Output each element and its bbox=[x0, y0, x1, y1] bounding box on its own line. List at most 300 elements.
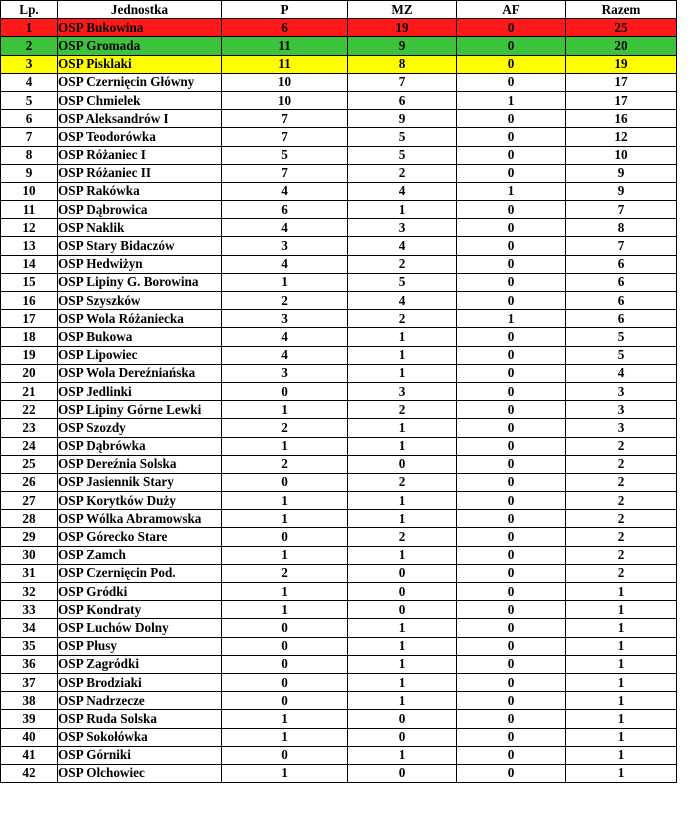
cell-p: 11 bbox=[222, 37, 348, 55]
cell-razem: 9 bbox=[566, 164, 677, 182]
cell-name: OSP Lipiny Górne Lewki bbox=[58, 401, 222, 419]
cell-mz: 0 bbox=[348, 564, 457, 582]
cell-name: OSP Czernięcin Pod. bbox=[58, 564, 222, 582]
table-row bbox=[1, 364, 677, 382]
cell-razem: 2 bbox=[566, 564, 677, 582]
cell-name: OSP Gródki bbox=[58, 583, 222, 601]
cell-mz: 2 bbox=[348, 473, 457, 491]
cell-lp: 38 bbox=[1, 692, 58, 710]
table-row bbox=[1, 19, 677, 37]
cell-p: 0 bbox=[222, 382, 348, 400]
cell-p: 2 bbox=[222, 292, 348, 310]
cell-p: 3 bbox=[222, 364, 348, 382]
cell-af: 0 bbox=[457, 164, 566, 182]
cell-name: OSP Szyszków bbox=[58, 292, 222, 310]
cell-lp: 20 bbox=[1, 364, 58, 382]
cell-af: 0 bbox=[457, 292, 566, 310]
cell-af: 0 bbox=[457, 619, 566, 637]
cell-af: 1 bbox=[457, 91, 566, 109]
cell-mz: 0 bbox=[348, 601, 457, 619]
header-mz: MZ bbox=[348, 1, 457, 19]
table-row bbox=[1, 328, 677, 346]
cell-p: 0 bbox=[222, 692, 348, 710]
cell-razem: 16 bbox=[566, 110, 677, 128]
cell-p: 0 bbox=[222, 637, 348, 655]
header-name: Jednostka bbox=[58, 1, 222, 19]
cell-p: 11 bbox=[222, 55, 348, 73]
cell-af: 0 bbox=[457, 546, 566, 564]
cell-lp: 12 bbox=[1, 219, 58, 237]
cell-af: 0 bbox=[457, 692, 566, 710]
cell-p: 1 bbox=[222, 510, 348, 528]
cell-p: 2 bbox=[222, 455, 348, 473]
cell-name: OSP Szozdy bbox=[58, 419, 222, 437]
table-row bbox=[1, 746, 677, 764]
cell-name: OSP Teodorówka bbox=[58, 128, 222, 146]
cell-lp: 42 bbox=[1, 764, 58, 782]
cell-af: 0 bbox=[457, 492, 566, 510]
header-p: P bbox=[222, 1, 348, 19]
cell-razem: 2 bbox=[566, 528, 677, 546]
cell-razem: 1 bbox=[566, 746, 677, 764]
cell-p: 3 bbox=[222, 310, 348, 328]
cell-lp: 18 bbox=[1, 328, 58, 346]
cell-lp: 7 bbox=[1, 128, 58, 146]
cell-lp: 19 bbox=[1, 346, 58, 364]
cell-mz: 3 bbox=[348, 219, 457, 237]
cell-name: OSP Jedlinki bbox=[58, 382, 222, 400]
cell-lp: 24 bbox=[1, 437, 58, 455]
cell-af: 0 bbox=[457, 73, 566, 91]
cell-mz: 1 bbox=[348, 619, 457, 637]
cell-af: 0 bbox=[457, 510, 566, 528]
table-row bbox=[1, 128, 677, 146]
cell-mz: 5 bbox=[348, 273, 457, 291]
table-header bbox=[1, 1, 677, 19]
cell-af: 0 bbox=[457, 19, 566, 37]
cell-p: 0 bbox=[222, 528, 348, 546]
table-row bbox=[1, 237, 677, 255]
table-row bbox=[1, 201, 677, 219]
cell-lp: 14 bbox=[1, 255, 58, 273]
cell-af: 0 bbox=[457, 201, 566, 219]
cell-af: 1 bbox=[457, 310, 566, 328]
cell-af: 0 bbox=[457, 273, 566, 291]
cell-razem: 2 bbox=[566, 492, 677, 510]
cell-af: 0 bbox=[457, 728, 566, 746]
cell-mz: 2 bbox=[348, 310, 457, 328]
cell-razem: 1 bbox=[566, 655, 677, 673]
cell-name: OSP Nadrzecze bbox=[58, 692, 222, 710]
cell-razem: 2 bbox=[566, 455, 677, 473]
cell-p: 0 bbox=[222, 655, 348, 673]
cell-name: OSP Różaniec II bbox=[58, 164, 222, 182]
cell-af: 0 bbox=[457, 382, 566, 400]
cell-af: 0 bbox=[457, 55, 566, 73]
cell-mz: 9 bbox=[348, 110, 457, 128]
cell-name: OSP Pisklaki bbox=[58, 55, 222, 73]
cell-af: 0 bbox=[457, 583, 566, 601]
cell-name: OSP Dereźnia Solska bbox=[58, 455, 222, 473]
cell-lp: 13 bbox=[1, 237, 58, 255]
table-row bbox=[1, 401, 677, 419]
cell-lp: 3 bbox=[1, 55, 58, 73]
cell-af: 0 bbox=[457, 437, 566, 455]
cell-lp: 28 bbox=[1, 510, 58, 528]
table-row bbox=[1, 164, 677, 182]
cell-af: 0 bbox=[457, 764, 566, 782]
cell-af: 0 bbox=[457, 110, 566, 128]
table-row bbox=[1, 346, 677, 364]
table-row bbox=[1, 673, 677, 691]
cell-razem: 1 bbox=[566, 728, 677, 746]
cell-name: OSP Jasiennik Stary bbox=[58, 473, 222, 491]
cell-af: 0 bbox=[457, 473, 566, 491]
cell-razem: 5 bbox=[566, 328, 677, 346]
cell-name: OSP Różaniec I bbox=[58, 146, 222, 164]
cell-name: OSP Dąbrowica bbox=[58, 201, 222, 219]
table-body bbox=[1, 19, 677, 783]
cell-name: OSP Kondraty bbox=[58, 601, 222, 619]
cell-lp: 15 bbox=[1, 273, 58, 291]
cell-razem: 1 bbox=[566, 619, 677, 637]
cell-lp: 4 bbox=[1, 73, 58, 91]
cell-p: 0 bbox=[222, 619, 348, 637]
table-row bbox=[1, 528, 677, 546]
cell-mz: 1 bbox=[348, 655, 457, 673]
cell-mz: 1 bbox=[348, 492, 457, 510]
cell-razem: 2 bbox=[566, 473, 677, 491]
cell-name: OSP Gromada bbox=[58, 37, 222, 55]
cell-p: 1 bbox=[222, 492, 348, 510]
cell-mz: 0 bbox=[348, 728, 457, 746]
cell-razem: 7 bbox=[566, 237, 677, 255]
cell-p: 1 bbox=[222, 401, 348, 419]
cell-name: OSP Górniki bbox=[58, 746, 222, 764]
cell-mz: 1 bbox=[348, 746, 457, 764]
cell-razem: 6 bbox=[566, 292, 677, 310]
cell-af: 0 bbox=[457, 128, 566, 146]
cell-name: OSP Brodziaki bbox=[58, 673, 222, 691]
table-row bbox=[1, 564, 677, 582]
cell-mz: 1 bbox=[348, 673, 457, 691]
cell-name: OSP Luchów Dolny bbox=[58, 619, 222, 637]
table-row bbox=[1, 473, 677, 491]
table-row bbox=[1, 655, 677, 673]
table-row bbox=[1, 764, 677, 782]
cell-mz: 1 bbox=[348, 419, 457, 437]
cell-mz: 1 bbox=[348, 510, 457, 528]
table-row bbox=[1, 73, 677, 91]
table-row bbox=[1, 110, 677, 128]
cell-razem: 25 bbox=[566, 19, 677, 37]
cell-mz: 1 bbox=[348, 328, 457, 346]
cell-razem: 10 bbox=[566, 146, 677, 164]
table-row bbox=[1, 583, 677, 601]
cell-af: 0 bbox=[457, 455, 566, 473]
table-row bbox=[1, 455, 677, 473]
cell-p: 6 bbox=[222, 19, 348, 37]
table-row bbox=[1, 510, 677, 528]
cell-razem: 6 bbox=[566, 273, 677, 291]
cell-name: OSP Wola Dereźniańska bbox=[58, 364, 222, 382]
cell-af: 0 bbox=[457, 528, 566, 546]
cell-mz: 0 bbox=[348, 764, 457, 782]
cell-lp: 26 bbox=[1, 473, 58, 491]
header-razem: Razem bbox=[566, 1, 677, 19]
cell-p: 7 bbox=[222, 110, 348, 128]
table-row bbox=[1, 55, 677, 73]
cell-p: 1 bbox=[222, 583, 348, 601]
cell-mz: 19 bbox=[348, 19, 457, 37]
cell-mz: 1 bbox=[348, 437, 457, 455]
cell-name: OSP Płusy bbox=[58, 637, 222, 655]
cell-razem: 2 bbox=[566, 546, 677, 564]
table-row bbox=[1, 182, 677, 200]
cell-razem: 1 bbox=[566, 583, 677, 601]
header-row bbox=[1, 1, 677, 19]
cell-lp: 40 bbox=[1, 728, 58, 746]
cell-lp: 9 bbox=[1, 164, 58, 182]
table-row bbox=[1, 637, 677, 655]
cell-mz: 0 bbox=[348, 710, 457, 728]
cell-p: 4 bbox=[222, 219, 348, 237]
cell-af: 0 bbox=[457, 401, 566, 419]
cell-name: OSP Wola Różaniecka bbox=[58, 310, 222, 328]
cell-mz: 2 bbox=[348, 164, 457, 182]
cell-mz: 4 bbox=[348, 182, 457, 200]
cell-name: OSP Górecko Stare bbox=[58, 528, 222, 546]
cell-razem: 1 bbox=[566, 637, 677, 655]
cell-af: 0 bbox=[457, 564, 566, 582]
cell-af: 0 bbox=[457, 37, 566, 55]
cell-mz: 1 bbox=[348, 637, 457, 655]
cell-mz: 5 bbox=[348, 128, 457, 146]
table-row bbox=[1, 546, 677, 564]
cell-razem: 3 bbox=[566, 419, 677, 437]
cell-name: OSP Bukowa bbox=[58, 328, 222, 346]
cell-lp: 6 bbox=[1, 110, 58, 128]
cell-lp: 16 bbox=[1, 292, 58, 310]
cell-lp: 31 bbox=[1, 564, 58, 582]
cell-p: 1 bbox=[222, 764, 348, 782]
cell-name: OSP Lipiny G. Borowina bbox=[58, 273, 222, 291]
cell-name: OSP Wólka Abramowska bbox=[58, 510, 222, 528]
cell-lp: 23 bbox=[1, 419, 58, 437]
cell-p: 3 bbox=[222, 237, 348, 255]
cell-mz: 0 bbox=[348, 583, 457, 601]
cell-name: OSP Chmielek bbox=[58, 91, 222, 109]
cell-mz: 6 bbox=[348, 91, 457, 109]
table-row bbox=[1, 437, 677, 455]
cell-name: OSP Hedwiżyn bbox=[58, 255, 222, 273]
cell-af: 0 bbox=[457, 673, 566, 691]
cell-lp: 17 bbox=[1, 310, 58, 328]
header-lp: Lp. bbox=[1, 1, 58, 19]
cell-name: OSP Naklik bbox=[58, 219, 222, 237]
cell-mz: 2 bbox=[348, 401, 457, 419]
cell-name: OSP Stary Bidaczów bbox=[58, 237, 222, 255]
cell-lp: 37 bbox=[1, 673, 58, 691]
cell-mz: 0 bbox=[348, 455, 457, 473]
table-row bbox=[1, 692, 677, 710]
cell-af: 0 bbox=[457, 746, 566, 764]
cell-p: 1 bbox=[222, 437, 348, 455]
cell-p: 0 bbox=[222, 746, 348, 764]
cell-p: 0 bbox=[222, 673, 348, 691]
cell-razem: 19 bbox=[566, 55, 677, 73]
table-row bbox=[1, 255, 677, 273]
cell-p: 10 bbox=[222, 91, 348, 109]
cell-lp: 8 bbox=[1, 146, 58, 164]
cell-lp: 41 bbox=[1, 746, 58, 764]
cell-lp: 1 bbox=[1, 19, 58, 37]
cell-razem: 17 bbox=[566, 91, 677, 109]
cell-p: 1 bbox=[222, 546, 348, 564]
cell-mz: 7 bbox=[348, 73, 457, 91]
cell-p: 1 bbox=[222, 601, 348, 619]
cell-name: OSP Dąbrówka bbox=[58, 437, 222, 455]
cell-lp: 21 bbox=[1, 382, 58, 400]
cell-lp: 11 bbox=[1, 201, 58, 219]
cell-lp: 33 bbox=[1, 601, 58, 619]
cell-lp: 32 bbox=[1, 583, 58, 601]
cell-razem: 7 bbox=[566, 201, 677, 219]
table-row bbox=[1, 91, 677, 109]
cell-razem: 2 bbox=[566, 510, 677, 528]
cell-lp: 34 bbox=[1, 619, 58, 637]
cell-af: 0 bbox=[457, 237, 566, 255]
table-row bbox=[1, 419, 677, 437]
cell-af: 0 bbox=[457, 328, 566, 346]
cell-af: 1 bbox=[457, 182, 566, 200]
cell-mz: 1 bbox=[348, 364, 457, 382]
cell-mz: 5 bbox=[348, 146, 457, 164]
cell-mz: 1 bbox=[348, 692, 457, 710]
cell-p: 4 bbox=[222, 346, 348, 364]
cell-razem: 4 bbox=[566, 364, 677, 382]
cell-p: 4 bbox=[222, 328, 348, 346]
cell-name: OSP Rakówka bbox=[58, 182, 222, 200]
cell-af: 0 bbox=[457, 146, 566, 164]
cell-p: 0 bbox=[222, 473, 348, 491]
cell-mz: 2 bbox=[348, 255, 457, 273]
cell-p: 1 bbox=[222, 728, 348, 746]
cell-razem: 2 bbox=[566, 437, 677, 455]
cell-lp: 2 bbox=[1, 37, 58, 55]
table-row bbox=[1, 619, 677, 637]
cell-mz: 3 bbox=[348, 382, 457, 400]
cell-razem: 20 bbox=[566, 37, 677, 55]
cell-mz: 4 bbox=[348, 237, 457, 255]
cell-p: 1 bbox=[222, 710, 348, 728]
cell-mz: 1 bbox=[348, 546, 457, 564]
cell-af: 0 bbox=[457, 601, 566, 619]
table-row bbox=[1, 273, 677, 291]
header-af: AF bbox=[457, 1, 566, 19]
cell-p: 7 bbox=[222, 164, 348, 182]
table-row bbox=[1, 601, 677, 619]
cell-mz: 8 bbox=[348, 55, 457, 73]
cell-lp: 25 bbox=[1, 455, 58, 473]
cell-p: 4 bbox=[222, 182, 348, 200]
cell-name: OSP Olchowiec bbox=[58, 764, 222, 782]
cell-name: OSP Lipowiec bbox=[58, 346, 222, 364]
table-row bbox=[1, 382, 677, 400]
cell-razem: 17 bbox=[566, 73, 677, 91]
cell-p: 6 bbox=[222, 201, 348, 219]
cell-af: 0 bbox=[457, 364, 566, 382]
cell-lp: 22 bbox=[1, 401, 58, 419]
cell-lp: 39 bbox=[1, 710, 58, 728]
table-row bbox=[1, 37, 677, 55]
cell-mz: 4 bbox=[348, 292, 457, 310]
cell-af: 0 bbox=[457, 710, 566, 728]
cell-af: 0 bbox=[457, 219, 566, 237]
table-row bbox=[1, 728, 677, 746]
table-row bbox=[1, 219, 677, 237]
cell-razem: 6 bbox=[566, 310, 677, 328]
cell-p: 7 bbox=[222, 128, 348, 146]
cell-razem: 1 bbox=[566, 601, 677, 619]
cell-af: 0 bbox=[457, 419, 566, 437]
cell-mz: 9 bbox=[348, 37, 457, 55]
cell-razem: 1 bbox=[566, 764, 677, 782]
cell-p: 2 bbox=[222, 564, 348, 582]
cell-name: OSP Zamch bbox=[58, 546, 222, 564]
cell-p: 5 bbox=[222, 146, 348, 164]
cell-lp: 5 bbox=[1, 91, 58, 109]
cell-lp: 27 bbox=[1, 492, 58, 510]
cell-mz: 1 bbox=[348, 346, 457, 364]
cell-p: 2 bbox=[222, 419, 348, 437]
cell-razem: 8 bbox=[566, 219, 677, 237]
cell-af: 0 bbox=[457, 655, 566, 673]
table-row bbox=[1, 710, 677, 728]
cell-lp: 30 bbox=[1, 546, 58, 564]
cell-name: OSP Aleksandrów I bbox=[58, 110, 222, 128]
cell-lp: 35 bbox=[1, 637, 58, 655]
cell-razem: 1 bbox=[566, 673, 677, 691]
cell-razem: 6 bbox=[566, 255, 677, 273]
cell-af: 0 bbox=[457, 346, 566, 364]
cell-name: OSP Zagródki bbox=[58, 655, 222, 673]
cell-mz: 1 bbox=[348, 201, 457, 219]
cell-mz: 2 bbox=[348, 528, 457, 546]
cell-name: OSP Ruda Solska bbox=[58, 710, 222, 728]
cell-name: OSP Bukowina bbox=[58, 19, 222, 37]
cell-af: 0 bbox=[457, 637, 566, 655]
cell-af: 0 bbox=[457, 255, 566, 273]
cell-name: OSP Korytków Duży bbox=[58, 492, 222, 510]
cell-razem: 12 bbox=[566, 128, 677, 146]
cell-p: 4 bbox=[222, 255, 348, 273]
cell-razem: 5 bbox=[566, 346, 677, 364]
table-row bbox=[1, 310, 677, 328]
cell-name: OSP Sokołówka bbox=[58, 728, 222, 746]
cell-p: 10 bbox=[222, 73, 348, 91]
cell-razem: 1 bbox=[566, 710, 677, 728]
cell-razem: 3 bbox=[566, 401, 677, 419]
cell-lp: 29 bbox=[1, 528, 58, 546]
cell-lp: 36 bbox=[1, 655, 58, 673]
table-row bbox=[1, 492, 677, 510]
cell-lp: 10 bbox=[1, 182, 58, 200]
cell-razem: 1 bbox=[566, 692, 677, 710]
cell-razem: 9 bbox=[566, 182, 677, 200]
table-row bbox=[1, 292, 677, 310]
cell-razem: 3 bbox=[566, 382, 677, 400]
